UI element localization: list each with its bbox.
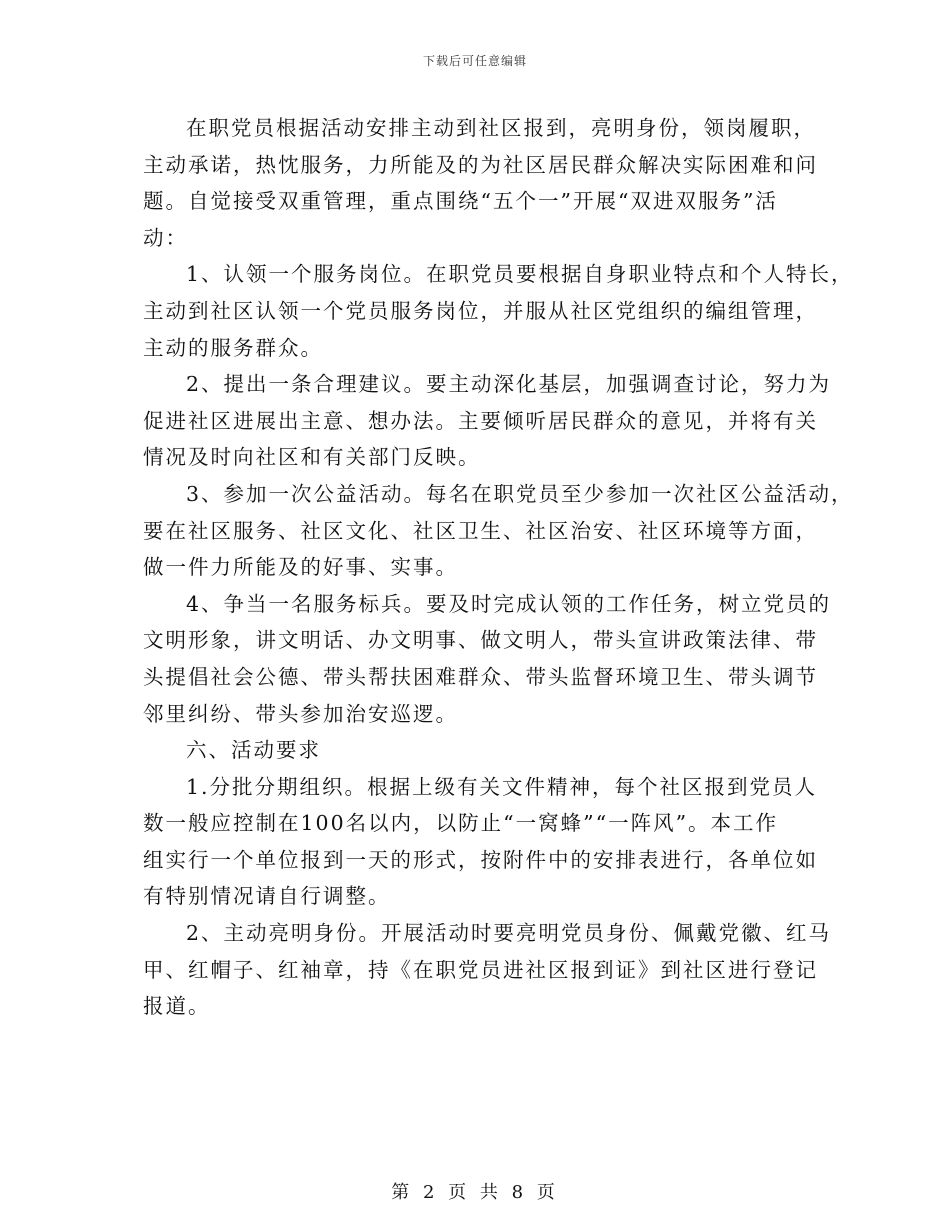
body-line: 有特别情况请自行调整。 bbox=[143, 884, 391, 909]
paragraph-item-2 bbox=[143, 366, 833, 476]
document-body bbox=[143, 110, 854, 1025]
body-line: 4、争当一名服务标兵。要及时完成认领的工作任务，树立党员的 bbox=[186, 591, 832, 616]
body-line: 要在社区服务、社区文化、社区卫生、社区治安、社区环境等方面， bbox=[143, 518, 818, 543]
body-line: 动： bbox=[143, 225, 188, 250]
section-heading bbox=[143, 732, 833, 769]
body-line: 2、提出一条合理建议。要主动深化基层，加强调查讨论，努力为 bbox=[186, 372, 832, 397]
body-line: 做一件力所能及的好事、实事。 bbox=[143, 555, 458, 580]
body-line: 主动承诺，热忱服务，力所能及的为社区居民群众解决实际困难和问 bbox=[143, 152, 818, 177]
body-line: 主动到社区认领一个党员服务岗位，并服从社区党组织的编组管理， bbox=[143, 298, 818, 323]
body-line: 文明形象，讲文明话、办文明事、做文明人，带头宣讲政策法律、带 bbox=[143, 628, 818, 653]
body-line: 组实行一个单位报到一天的形式，按附件中的安排表进行，各单位如 bbox=[143, 847, 818, 872]
body-line: 1、认领一个服务岗位。在职党员要根据自身职业特点和个人特长， bbox=[186, 262, 854, 287]
paragraph-requirement-1 bbox=[143, 769, 833, 915]
body-line: 3、参加一次公益活动。每名在职党员至少参加一次社区公益活动， bbox=[186, 481, 854, 506]
page-header: 下载后可任意编辑 bbox=[422, 54, 527, 68]
body-line: 甲、红帽子、红袖章，持《在职党员进社区报到证》到社区进行登记 bbox=[143, 957, 818, 982]
body-line: 报道。 bbox=[143, 994, 211, 1019]
body-line: 2、主动亮明身份。开展活动时要亮明党员身份、佩戴党徽、红马 bbox=[186, 921, 832, 946]
paragraph-item-1 bbox=[143, 256, 854, 366]
paragraph-intro bbox=[143, 110, 833, 256]
body-line: 头提倡社会公德、带头帮扶困难群众、带头监督环境卫生、带头调节 bbox=[143, 664, 818, 689]
section-heading-text: 六、活动要求 bbox=[186, 738, 321, 763]
paragraph-item-3 bbox=[143, 476, 854, 586]
body-line: 数一般应控制在100名以内，以防止“一窝蜂”“一阵风”。本工作 bbox=[143, 811, 779, 836]
body-line: 在职党员根据活动安排主动到社区报到，亮明身份，领岗履职， bbox=[186, 116, 816, 140]
body-line: 情况及时向社区和有关部门反映。 bbox=[143, 445, 481, 470]
body-line: 主动的服务群众。 bbox=[143, 335, 323, 360]
paragraph-item-4 bbox=[143, 586, 833, 732]
body-line: 1.分批分期组织。根据上级有关文件精神，每个社区报到党员人 bbox=[186, 774, 818, 799]
body-line: 邻里纠纷、带头参加治安巡逻。 bbox=[143, 701, 458, 726]
body-line: 题。自觉接受双重管理，重点围绕“五个一”开展“双进双服务”活 bbox=[143, 189, 778, 214]
paragraph-requirement-2 bbox=[143, 915, 833, 1025]
body-line: 促进社区进展出主意、想办法。主要倾听居民群众的意见，并将有关 bbox=[143, 408, 818, 433]
page-number: 第 2 页 共 8 页 bbox=[391, 1182, 559, 1203]
